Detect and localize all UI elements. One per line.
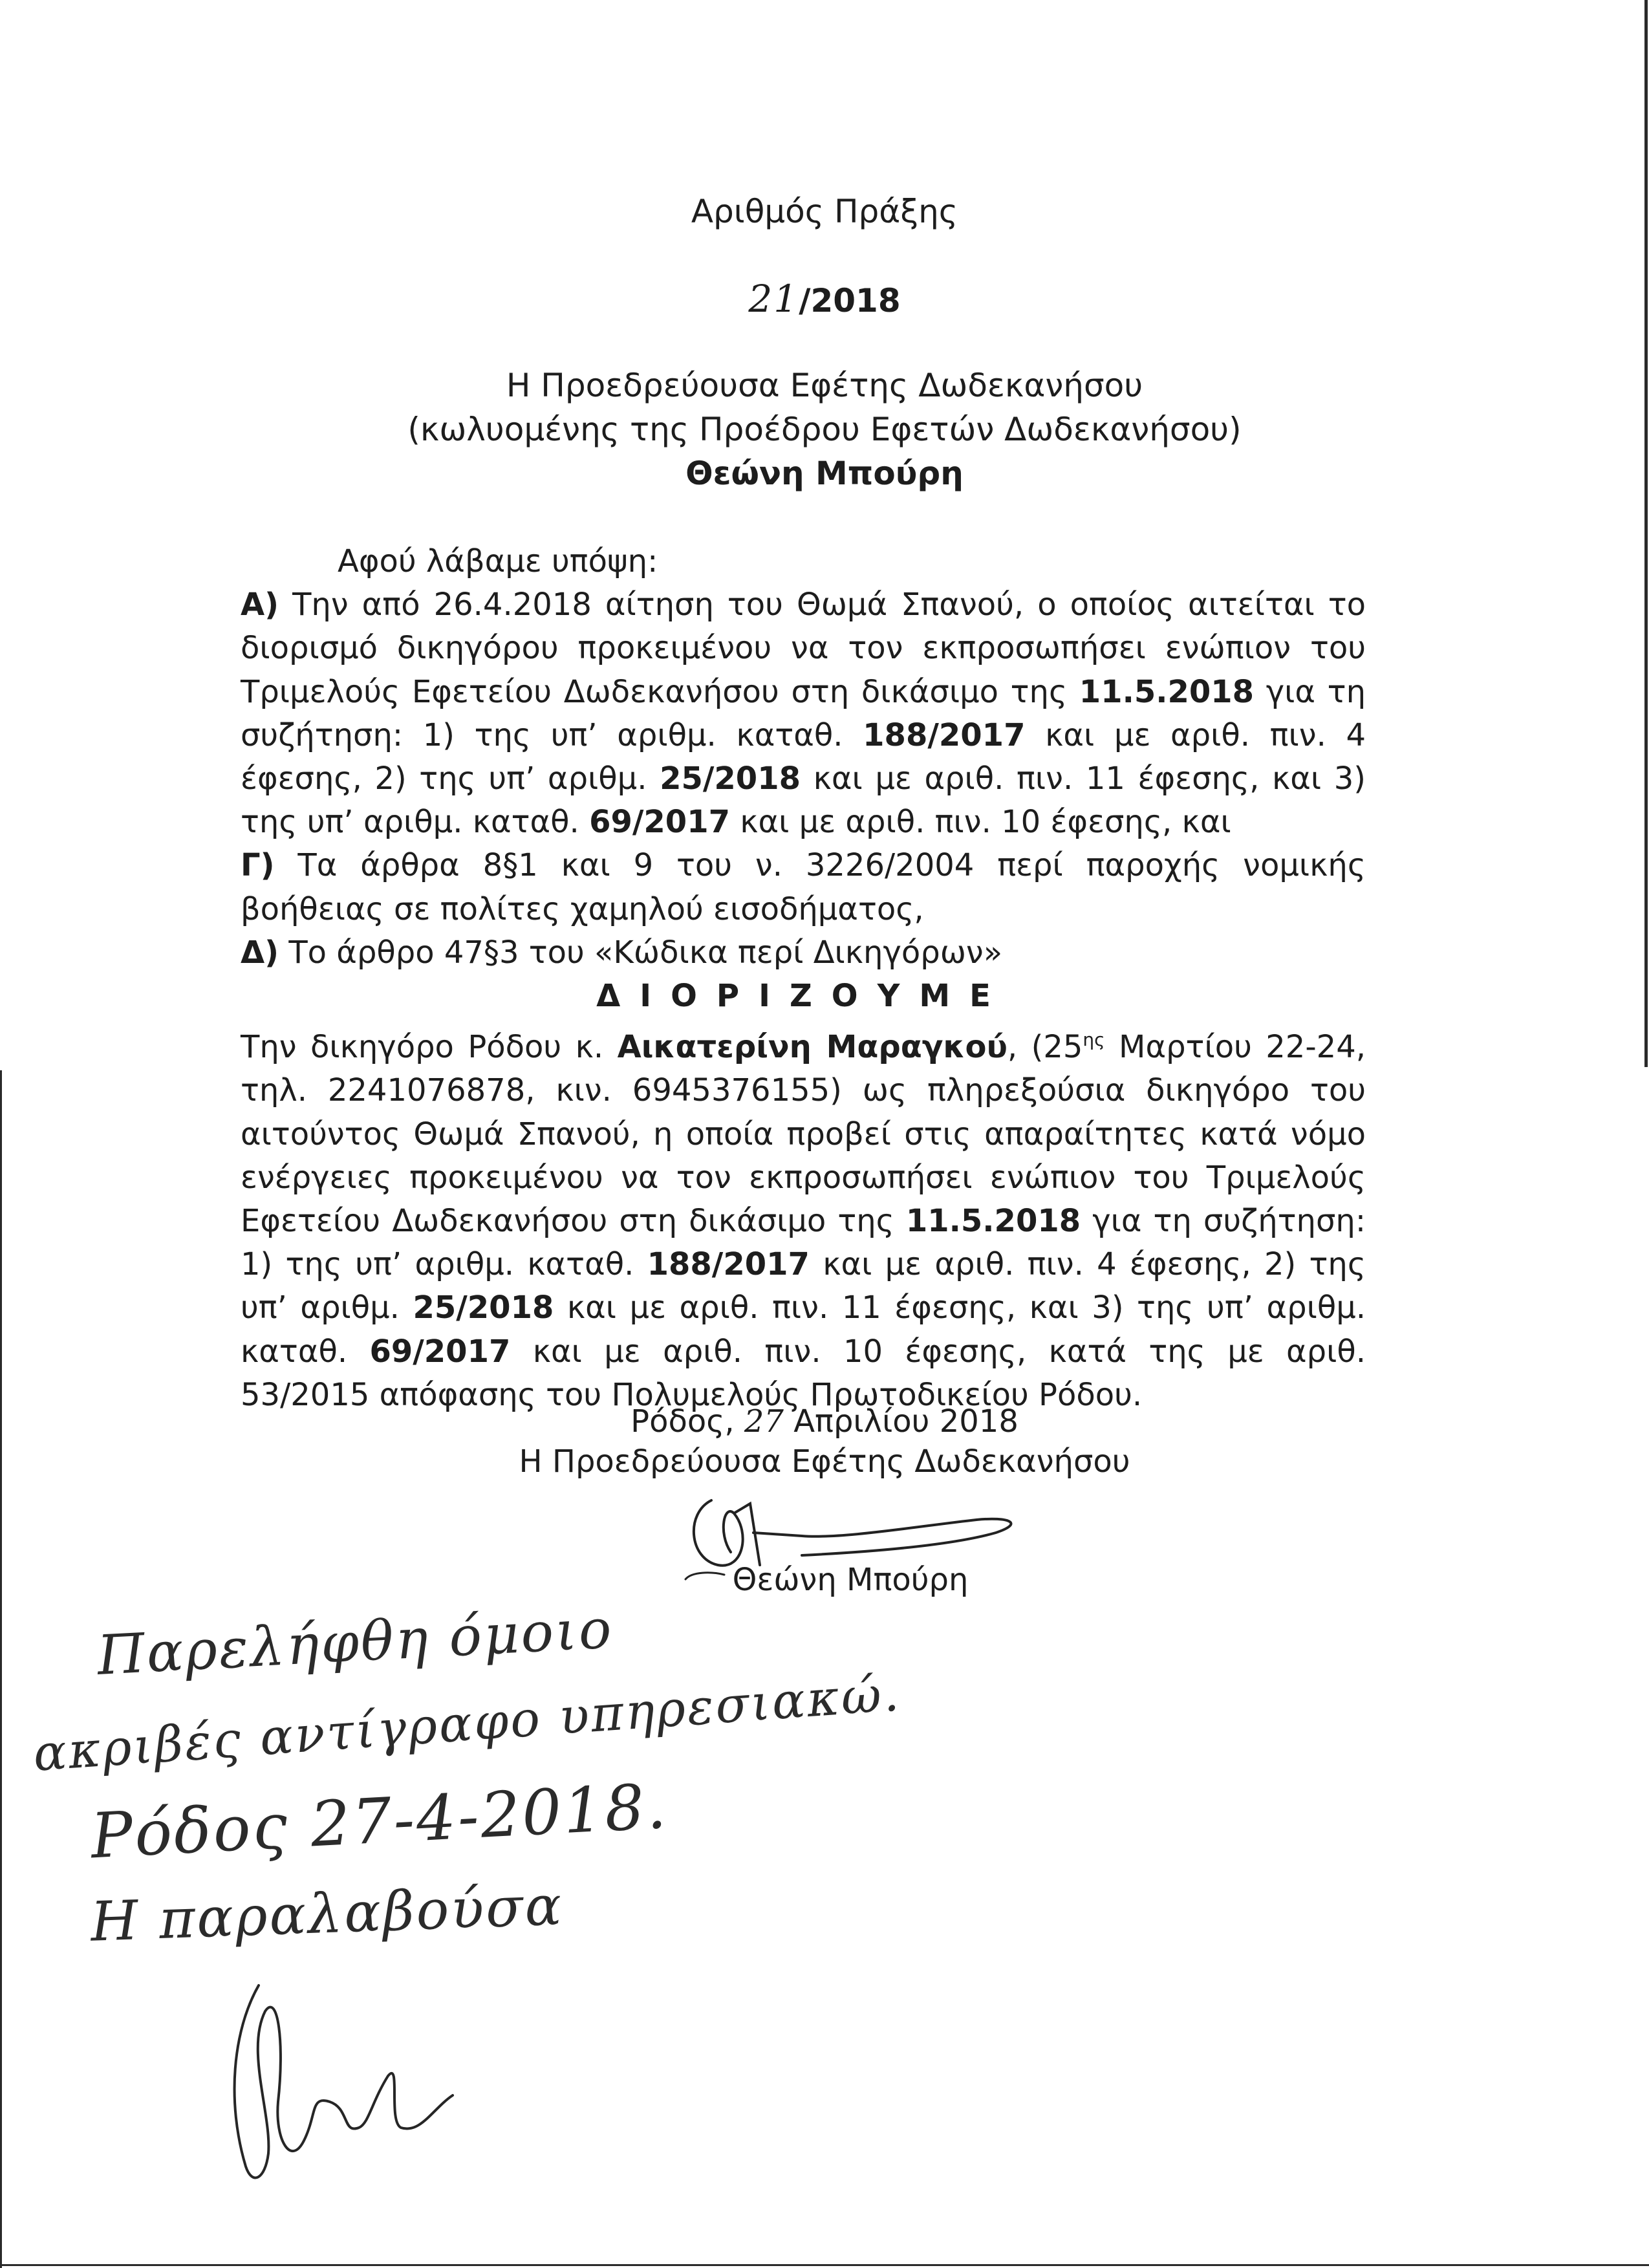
paragraph-a [241, 583, 1366, 844]
text-run: για τη συζήτηση: 1) της υπ’ αριθμ. καταθ. [241, 1203, 1366, 1283]
paragraph-g-mark: Γ) [241, 847, 275, 884]
closing-signatory-name: Θεώνη Μπούρη [732, 1562, 969, 1598]
act-number-year: /2018 [799, 282, 901, 319]
closing-month-year: Απριλίου 2018 [783, 1403, 1018, 1440]
text-run: και με αριθ. πιν. 4 έφεσης, 2) της υπ’ αριθμ. [241, 1246, 1366, 1326]
text-run: Την από 26.4.2018 αίτηση του Θωμά Σπανού, ο οποίος αιτείται το διορισμό δικηγόρου προκειμένου να τον εκπροσωπήσει ενώπιον του Τριμελούς Εφετείου Δωδεκανήσου στη δικάσιμο της [241, 587, 1366, 710]
intro-line: Αφού λάβαμε υπόψη: [338, 543, 658, 579]
closing-title: Η Προεδρεύουσα Εφέτης Δωδεκανήσου [519, 1443, 1130, 1480]
act-number-label: Αριθμός Πράξης [691, 193, 958, 230]
act-number [0, 277, 1649, 321]
text-run: και με αριθ. πιν. 10 έφεσης, και [729, 804, 1231, 841]
text-run: και με αριθ. πιν. 11 έφεσης, και 3) της υπ’ αριθμ. καταθ. [241, 761, 1366, 841]
paragraph-a-mark: Α) [241, 587, 279, 623]
authority-subtitle: (κωλυομένης της Προέδρου Εφετών Δωδεκανήσου) [407, 411, 1242, 448]
paragraph-d [241, 931, 1366, 975]
handwritten-note-line-2: ακριβές αντίγραφο υπηρεσιακώ. [31, 1664, 903, 1782]
closing-place-date [0, 1403, 1649, 1440]
recipient-signature [207, 1972, 479, 2205]
ordinal-suffix: ης [1083, 1029, 1105, 1051]
text-run: , (25 [1007, 1029, 1083, 1066]
decree-heading: ΔΙΟΡΙΖΟΥΜΕ [596, 978, 1010, 1015]
handwritten-note-line-4: Η παραλαβούσα [89, 1874, 565, 1954]
appointment-paragraph [241, 1018, 1366, 1417]
text-run: και με αριθ. πιν. 4 έφεσης, 2) της υπ’ αριθμ. [241, 717, 1366, 797]
hearing-date: 11.5.2018 [1079, 673, 1255, 710]
case-number: 25/2018 [660, 761, 801, 797]
paragraph-g [241, 844, 1366, 931]
scan-edge-right [1644, 0, 1648, 1067]
case-number: 69/2017 [369, 1333, 511, 1370]
case-number: 188/2017 [647, 1246, 810, 1283]
text-run: Το άρθρο 47§3 του «Κώδικα περί Δικηγόρων» [279, 934, 1003, 971]
text-run: Τα άρθρα 8§1 και 9 του ν. 3226/2004 περί παροχής νομικής βοήθειας σε πολίτες χαμηλού εισοδήματος, [241, 847, 1366, 927]
lawyer-name: Αικατερίνη Μαραγκού [617, 1029, 1008, 1066]
act-number-handwritten: 21 [748, 277, 799, 321]
scan-edge-left [0, 1070, 2, 2268]
text-run: και με αριθ. πιν. 10 έφεσης, κατά της με αριθ. 53/2015 απόφασης του Πολυμελούς Πρωτοδικείου Ρόδου. [241, 1333, 1366, 1413]
text-run: και με αριθ. πιν. 11 έφεσης, και 3) της υπ’ αριθμ. καταθ. [241, 1290, 1366, 1370]
hearing-date: 11.5.2018 [905, 1203, 1081, 1240]
text-run: Την δικηγόρο Ρόδου κ. [241, 1029, 618, 1066]
handwritten-note-line-1: Παρελήφθη όμοιο [95, 1597, 615, 1687]
closing-day-handwritten: 27 [744, 1403, 784, 1440]
text-run: Μαρτίου 22-24, τηλ. 2241076878, κιν. 6945376155) ως πληρεξούσια δικηγόρο του αιτούντος Θωμά Σπανού, η οποία προβεί στις απαραίτητες κατά νόμο ενέργειες προκειμένου να τον εκπροσωπήσει ενώπιον του Τριμελούς Εφετείου Δωδεκανήσου στη δικάσιμο της [241, 1029, 1366, 1240]
case-number: 25/2018 [413, 1290, 554, 1326]
authority-title: Η Προεδρεύουσα Εφέτης Δωδεκανήσου [506, 367, 1143, 404]
closing-place: Ρόδος, [630, 1403, 744, 1440]
text-run: για τη συζήτηση: 1) της υπ’ αριθμ. καταθ. [241, 673, 1366, 753]
case-number: 69/2017 [589, 804, 730, 841]
document-body [241, 540, 1366, 1417]
scan-edge-bottom [0, 2264, 1649, 2266]
handwritten-note-line-3: Ρόδος 27-4-2018. [89, 1769, 670, 1873]
paragraph-d-mark: Δ) [241, 934, 279, 971]
authority-name: Θεώνη Μπούρη [685, 455, 964, 492]
case-number: 188/2017 [863, 717, 1026, 753]
